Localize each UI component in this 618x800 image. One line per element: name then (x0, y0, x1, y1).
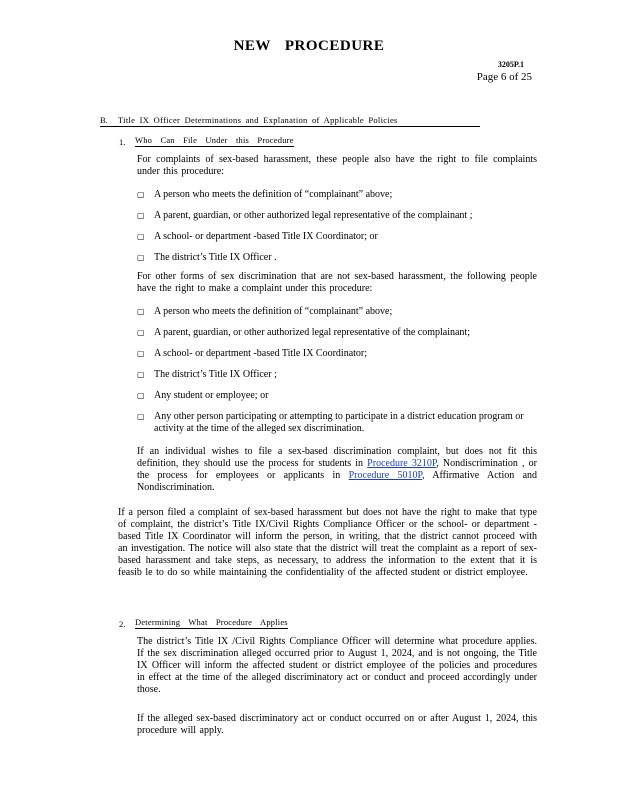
sub2-applicability-paragraph: If the alleged sex-based discriminatory act or conduct occurred on or after August 1, 2024, this procedure will apply. (137, 713, 537, 736)
page-number: Page 6 of 25 (476, 71, 532, 83)
procedure-5010p-link[interactable]: Procedure 5010P (348, 470, 422, 481)
list-item: ▢ A person who meets the definition of “complainant” above; (137, 306, 393, 317)
subsection-2-heading (119, 617, 288, 629)
subsection-1-title: Who Can File Under this Procedure (135, 135, 294, 145)
bullet-box-icon: ▢ (137, 190, 145, 199)
list-item: ▢ The district’s Title IX Officer ; (137, 369, 277, 380)
sub1-individual-note: If an individual wishes to file a sex-based discrimination complaint, but does not fit this definition, they should use the process for students in Procedure 3210P, Nondiscrimination , or the process for employees or applicants in Procedure 5010P, Affirmative Action and Nondiscrimination. (137, 446, 538, 493)
subsection-1-number: 1. (119, 137, 126, 147)
bullet-box-icon: ▢ (137, 211, 145, 220)
list-item: ▢ A person who meets the definition of “complainant” above; (137, 189, 393, 200)
section-title: Title IX Officer Determinations and Explanation of Applicable Policies (118, 115, 398, 125)
bullet-box-icon: ▢ (137, 328, 145, 337)
bullet-box-icon: ▢ (137, 349, 145, 358)
procedure-3210p-link[interactable]: Procedure 3210P (367, 458, 437, 469)
section-heading (100, 115, 480, 127)
sub1-intro-other: For other forms of sex discrimination that are not sex-based harassment, the following people have the right to make a complaint under this procedure: (137, 271, 537, 294)
section-letter: B. (100, 115, 108, 125)
sub2-determination-paragraph: The district’s Title IX /Civil Rights Compliance Officer will determine what procedure applies. If the sex discrimination alleged occurred prior to August 1, 2024, and is not ongoing, the Title IX Officer will inform the affected student or district employee of the policies and procedures in effect at the time of the alleged discriminatory act or conduct and proceed accordingly under those. (137, 636, 537, 695)
subsection-2-title: Determining What Procedure Applies (135, 617, 288, 627)
list-item: ▢ The district’s Title IX Officer . (137, 252, 277, 263)
bullet-box-icon: ▢ (137, 391, 145, 400)
list-item: ▢ Any other person participating or attempting to participate in a district education program or activity at the time of the alleged sex discrimination. (137, 411, 524, 434)
bullet-box-icon: ▢ (137, 370, 145, 379)
page-title: NEW PROCEDURE (233, 38, 385, 54)
sub1-intro-harassment: For complaints of sex-based harassment, these people also have the right to file complaints under this procedure: (137, 154, 537, 177)
list-item: ▢ Any student or employee; or (137, 390, 269, 401)
bullet-box-icon: ▢ (137, 307, 145, 316)
list-item: ▢ A parent, guardian, or other authorized legal representative of the complainant; (137, 327, 470, 338)
bullet-box-icon: ▢ (137, 412, 145, 421)
subsection-2-number: 2. (119, 619, 126, 629)
bullet-box-icon: ▢ (137, 253, 145, 262)
document-code: 3205P.1 (497, 60, 524, 69)
subsection-1-heading (119, 135, 294, 147)
sub1-no-right-notice: If a person filed a complaint of sex-based harassment but does not have the right to make that type of complaint, the district’s Title IX/Civil Rights Compliance Officer or the school- or department -based Title IX Coordinator will inform the person, in writing, that the district cannot proceed with an investigation. The notice will also state that the district will treat the complaint as a report of sex-based harassment and take steps, as necessary, to address the information to the extent that it is feasib le to do so while maintaining the confidentiality of the affected student or district employee. (118, 507, 537, 578)
list-item: ▢ A parent, guardian, or other authorized legal representative of the complainant ; (137, 210, 473, 221)
list-item: ▢ A school- or department -based Title IX Coordinator; or (137, 231, 378, 242)
bullet-box-icon: ▢ (137, 232, 145, 241)
list-item: ▢ A school- or department -based Title IX Coordinator; (137, 348, 368, 359)
